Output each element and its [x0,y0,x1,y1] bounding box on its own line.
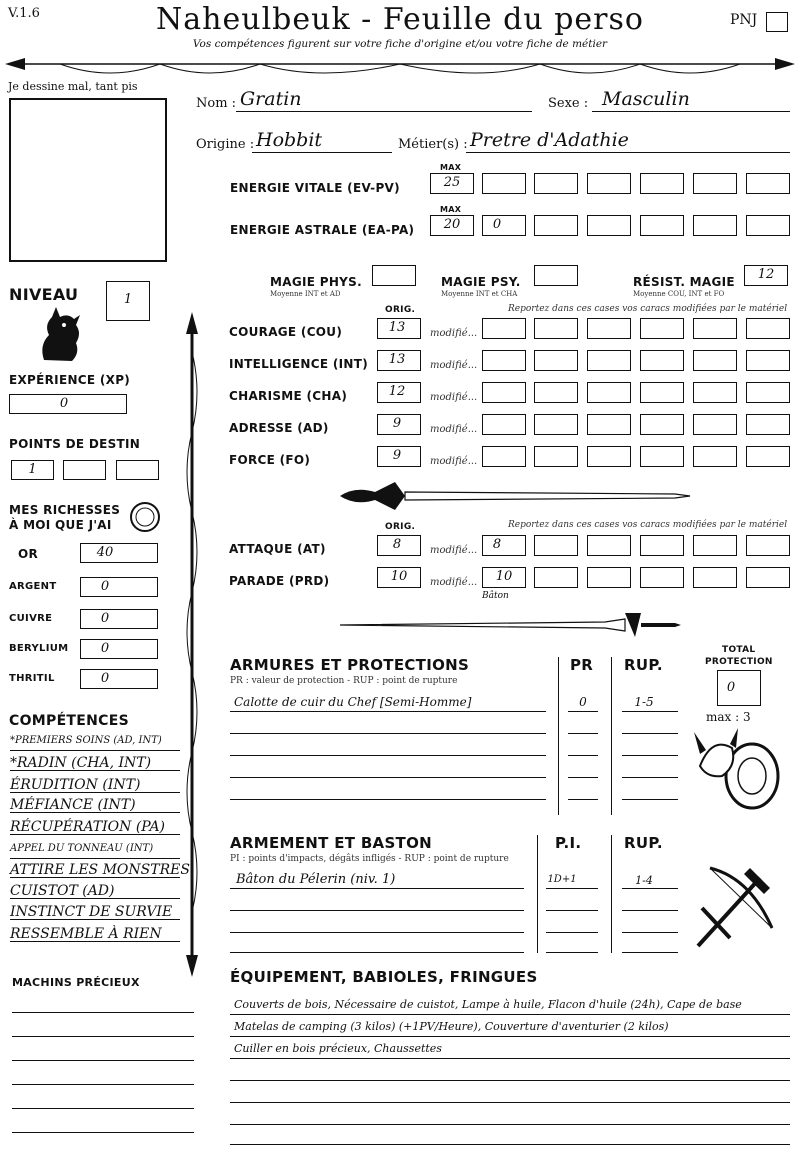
skill-item[interactable]: RÉCUPÉRATION (PA) [10,819,166,835]
skill-underline [10,898,180,899]
total-protection-value: 0 [726,680,736,695]
skill-item[interactable]: RESSEMBLE À RIEN [10,926,162,942]
stat-modified-box[interactable] [482,382,526,403]
metier-value[interactable]: Pretre d'Adathie [470,129,629,151]
machins-precieux-line[interactable] [12,1084,194,1085]
machins-precieux-line[interactable] [12,1108,194,1109]
wealth-label: OR [18,547,39,561]
niveau-value: 1 [123,292,133,307]
skill-item[interactable]: *RADIN (CHA, INT) [10,755,152,771]
combat-modified-box[interactable] [746,535,790,556]
armor-row-line[interactable] [230,733,546,734]
stat-modified-box[interactable] [640,350,684,371]
weapon-pi-line[interactable] [546,932,598,933]
ea-label: ENERGIE ASTRALE (EA-PA) [230,223,415,237]
combat-modified-box[interactable] [746,567,790,588]
armor-rup-line[interactable] [622,733,678,734]
stat-modified-box[interactable] [587,382,631,403]
sexe-label: Sexe : [548,96,589,111]
weapon-row-line[interactable] [230,910,524,911]
weapon-rup-line[interactable] [622,888,678,889]
stat-label: INTELLIGENCE (INT) [229,357,368,371]
equipement-label: ÉQUIPEMENT, BABIOLES, FRINGUES [230,968,538,986]
armor-row-line[interactable] [230,777,546,778]
skill-underline [10,877,180,878]
total-protection-label-2: PROTECTION [705,657,773,667]
max-protection-note: max : 3 [706,710,751,724]
stat-modifie: modifié... [430,360,478,371]
sword-ornament-2 [335,607,685,643]
ev-box-2[interactable] [534,173,578,194]
skill-underline [10,812,180,813]
armement-col-pi: P.I. [555,834,582,852]
armor-rup-line[interactable] [622,711,678,712]
ea-max-value: 20 [443,217,461,232]
ea-box-3[interactable] [587,215,631,236]
ev-box-3[interactable] [587,173,631,194]
equipment-line[interactable] [230,1124,790,1125]
ev-box-4[interactable] [640,173,684,194]
ev-box-1[interactable] [482,173,526,194]
skill-underline [10,941,180,942]
armor-pr-line[interactable] [568,711,598,712]
resist-magie-value: 12 [757,267,775,282]
weapon-pi: 1D+1 [547,874,577,885]
stat-modified-box[interactable] [746,382,790,403]
armement-note: PI : points d'impacts, dégâts infligés - RUP : point de rupture [230,854,509,864]
magie-psy-label: MAGIE PSY. [441,275,521,289]
weapon-row-line[interactable] [230,888,524,889]
attaque-modifie: modifié... [430,545,478,556]
coin-icon [128,500,162,534]
destin-box-2[interactable] [63,460,106,480]
stat-modified-box[interactable] [640,318,684,339]
wealth-label: BERYLIUM [9,643,69,654]
skill-item[interactable]: ATTIRE LES MONSTRES [10,862,190,878]
helmet-shield-icon [692,726,784,818]
stat-modified-box[interactable] [482,350,526,371]
ev-box-5[interactable] [693,173,737,194]
page-title: Naheulbeuk - Feuille du perso [156,2,644,37]
magie-psy-note: Moyenne INT et CHA [441,290,518,298]
armures-note: PR : valeur de protection - RUP : point de rupture [230,676,458,686]
stat-modified-box[interactable] [746,350,790,371]
armor-pr-line[interactable] [568,755,598,756]
destin-value: 1 [28,462,37,477]
weapon-pi-line[interactable] [546,910,598,911]
dragon-icon [34,305,84,363]
stat-modified-box[interactable] [482,414,526,435]
stat-modified-box[interactable] [587,350,631,371]
stat-label: ADRESSE (AD) [229,421,329,435]
armor-rup-line[interactable] [622,755,678,756]
total-protection-label-1: TOTAL [722,645,756,655]
skill-underline [10,858,180,859]
weapons-icon [690,858,780,950]
attaque-label: ATTAQUE (AT) [229,542,326,556]
ev-max-value: 25 [443,175,461,190]
stat-modified-box[interactable] [534,382,578,403]
combat-modified-box[interactable] [534,567,578,588]
stat-modified-box[interactable] [693,350,737,371]
parade-label: PARADE (PRD) [229,574,330,588]
ea-max-label: MAX [440,205,462,214]
armures-col-pr: PR [570,656,594,674]
stat-label: FORCE (FO) [229,453,311,467]
parade-mod-value: 10 [495,569,513,584]
ev-box-6[interactable] [746,173,790,194]
combat-modified-box[interactable] [693,535,737,556]
machins-precieux-line[interactable] [12,1012,194,1013]
richesses-label-1: MES RICHESSES [9,503,121,517]
weapon-pi-line[interactable] [546,952,598,953]
ev-max-label: MAX [440,163,462,172]
richesses-label-2: À MOI QUE J'AI [9,518,112,532]
stat-modified-box[interactable] [534,350,578,371]
stat-modifie: modifié... [430,328,478,339]
stats-orig-label: ORIG. [385,305,416,315]
attaque-mod-value: 8 [492,537,502,552]
stat-orig-value: 9 [392,448,402,463]
combat-modified-box[interactable] [534,535,578,556]
attaque-orig-value: 8 [392,537,402,552]
weapon-name: Bâton du Pélerin (niv. 1) [236,872,396,887]
resist-magie-note: Moyenne COU, INT et FO [633,290,725,298]
competences-label: COMPÉTENCES [9,713,129,729]
weapon-rup: 1-4 [635,874,653,887]
armor-pr: 0 [579,695,587,709]
armor-pr-line[interactable] [568,799,598,800]
armor-pr-line[interactable] [568,733,598,734]
combat-modified-box[interactable] [693,567,737,588]
armor-row-line[interactable] [230,755,546,756]
equipment-line[interactable] [230,1058,790,1059]
sword-ornament-1 [335,478,695,514]
weapon-pi-line[interactable] [546,888,598,889]
stat-modifie: modifié... [430,424,478,435]
skill-underline [10,834,180,835]
stat-modified-box[interactable] [587,318,631,339]
combat-modified-box[interactable] [640,535,684,556]
stat-modified-box[interactable] [482,446,526,467]
machins-precieux-label: MACHINS PRÉCIEUX [12,976,140,989]
equipment-line[interactable] [230,1014,790,1015]
ea-box-2[interactable] [534,215,578,236]
armures-col-rup: RUP. [624,656,663,674]
stat-modified-box[interactable] [587,446,631,467]
resist-magie-label: RÉSIST. MAGIE [633,275,735,289]
sexe-value[interactable]: Masculin [602,88,690,110]
pnj-checkbox[interactable] [766,12,788,32]
armement-col-rup: RUP. [624,834,663,852]
page-subtitle: Vos compétences figurent sur votre fiche d'origine et/ou votre fiche de métier [192,38,608,50]
armures-label: ARMURES ET PROTECTIONS [230,656,470,674]
ev-label: ENERGIE VITALE (EV-PV) [230,181,400,195]
stat-orig-value: 13 [388,352,406,367]
skill-item[interactable]: MÉFIANCE (INT) [10,797,136,813]
ea-box-5[interactable] [693,215,737,236]
xp-label: EXPÉRIENCE (XP) [9,373,131,387]
stat-modified-box[interactable] [693,446,737,467]
armor-rup-line[interactable] [622,777,678,778]
stat-orig-value: 13 [388,320,406,335]
armor-name: Calotte de cuir du Chef [Semi-Homme] [234,695,472,709]
combat-note: Reportez dans ces cases vos caracs modifiées par le matériel [508,520,788,530]
machins-precieux-line[interactable] [12,1132,194,1133]
destin-label: POINTS DE DESTIN [9,437,141,451]
stat-modified-box[interactable] [640,446,684,467]
nom-label: Nom : [196,96,237,111]
magie-psy-box[interactable] [534,265,578,286]
wealth-label: ARGENT [9,581,57,592]
armor-row-line[interactable] [230,799,546,800]
stat-modified-box[interactable] [693,318,737,339]
ea-current-value: 0 [492,217,502,232]
stat-modified-box[interactable] [534,318,578,339]
combat-modified-box[interactable] [587,567,631,588]
magie-phys-note: Moyenne INT et AD [270,290,341,298]
parade-orig-value: 10 [390,569,408,584]
wealth-label: THRITIL [9,673,55,684]
stat-modifie: modifié... [430,456,478,467]
destin-box-3[interactable] [116,460,159,480]
skill-underline [10,792,180,793]
version-label: V.1.6 [8,6,40,21]
armor-rup-line[interactable] [622,799,678,800]
weapon-rup-line[interactable] [622,952,678,953]
stat-modified-box[interactable] [746,414,790,435]
equipment-line[interactable] [230,1144,790,1145]
stat-modified-box[interactable] [534,414,578,435]
skill-item[interactable]: *PREMIERS SOINS (AD, INT) [10,735,162,746]
stat-modified-box[interactable] [482,318,526,339]
skill-item[interactable]: CUISTOT (AD) [10,883,115,899]
stat-orig-value: 9 [392,416,402,431]
armor-row-line[interactable] [230,711,546,712]
combat-orig-label: ORIG. [385,522,416,532]
header-spear-ornament [0,52,800,82]
equipment-line[interactable] [230,1036,790,1037]
pnj-label: PNJ [730,12,758,28]
ea-box-4[interactable] [640,215,684,236]
parade-modifie: modifié... [430,577,478,588]
skill-item[interactable]: APPEL DU TONNEAU (INT) [10,843,154,854]
niveau-label: NIVEAU [9,285,79,304]
wealth-label: CUIVRE [9,613,53,624]
stat-modified-box[interactable] [693,382,737,403]
armement-label: ARMEMENT ET BASTON [230,834,432,852]
wealth-value: 0 [100,641,110,656]
skill-underline [10,770,180,771]
weapon-rup-line[interactable] [622,932,678,933]
stat-label: COURAGE (COU) [229,325,343,339]
skill-item[interactable]: INSTINCT DE SURVIE [10,904,173,920]
wealth-value: 0 [100,579,110,594]
stat-modified-box[interactable] [534,446,578,467]
wealth-value: 0 [100,671,110,686]
equipment-item: Matelas de camping (3 kilos) (+1PV/Heure), Couverture d'aventurier (2 kilos) [234,1020,669,1033]
xp-value: 0 [59,396,69,411]
stat-label: CHARISME (CHA) [229,389,348,403]
armor-rup: 1-5 [634,695,654,709]
stat-modified-box[interactable] [640,414,684,435]
stat-modified-box[interactable] [587,414,631,435]
magie-phys-label: MAGIE PHYS. [270,275,362,289]
portrait-caption: Je dessine mal, tant pis [8,80,138,93]
stat-orig-value: 12 [388,384,406,399]
stat-modifie: modifié... [430,392,478,403]
wealth-value: 0 [100,611,110,626]
combat-modified-box[interactable] [640,567,684,588]
machins-precieux-line[interactable] [12,1060,194,1061]
weapon-caption: Bâton [482,591,509,601]
stat-modified-box[interactable] [693,414,737,435]
magie-phys-box[interactable] [372,265,416,286]
origine-label: Origine : [196,137,255,152]
ea-box-6[interactable] [746,215,790,236]
stat-modified-box[interactable] [746,318,790,339]
weapon-rup-line[interactable] [622,910,678,911]
stat-modified-box[interactable] [746,446,790,467]
stats-note: Reportez dans ces cases vos caracs modifiées par le matériel [508,304,788,314]
equipment-item: Cuiller en bois précieux, Chaussettes [234,1042,442,1055]
skill-underline [10,750,180,751]
armor-pr-line[interactable] [568,777,598,778]
metier-label: Métier(s) : [398,137,468,152]
combat-modified-box[interactable] [587,535,631,556]
stat-modified-box[interactable] [640,382,684,403]
skill-item[interactable]: ÉRUDITION (INT) [10,777,141,793]
wealth-value: 40 [96,545,114,560]
portrait-frame[interactable] [9,98,167,262]
equipment-line[interactable] [230,1080,790,1081]
origine-value[interactable]: Hobbit [256,129,323,151]
weapon-row-line[interactable] [230,932,524,933]
equipment-item: Couverts de bois, Nécessaire de cuistot, Lampe à huile, Flacon d'huile (24h), Cape de base [234,998,742,1011]
skill-underline [10,919,180,920]
weapon-row-line[interactable] [230,952,524,953]
equipment-line[interactable] [230,1102,790,1103]
machins-precieux-line[interactable] [12,1036,194,1037]
nom-value[interactable]: Gratin [240,88,302,110]
